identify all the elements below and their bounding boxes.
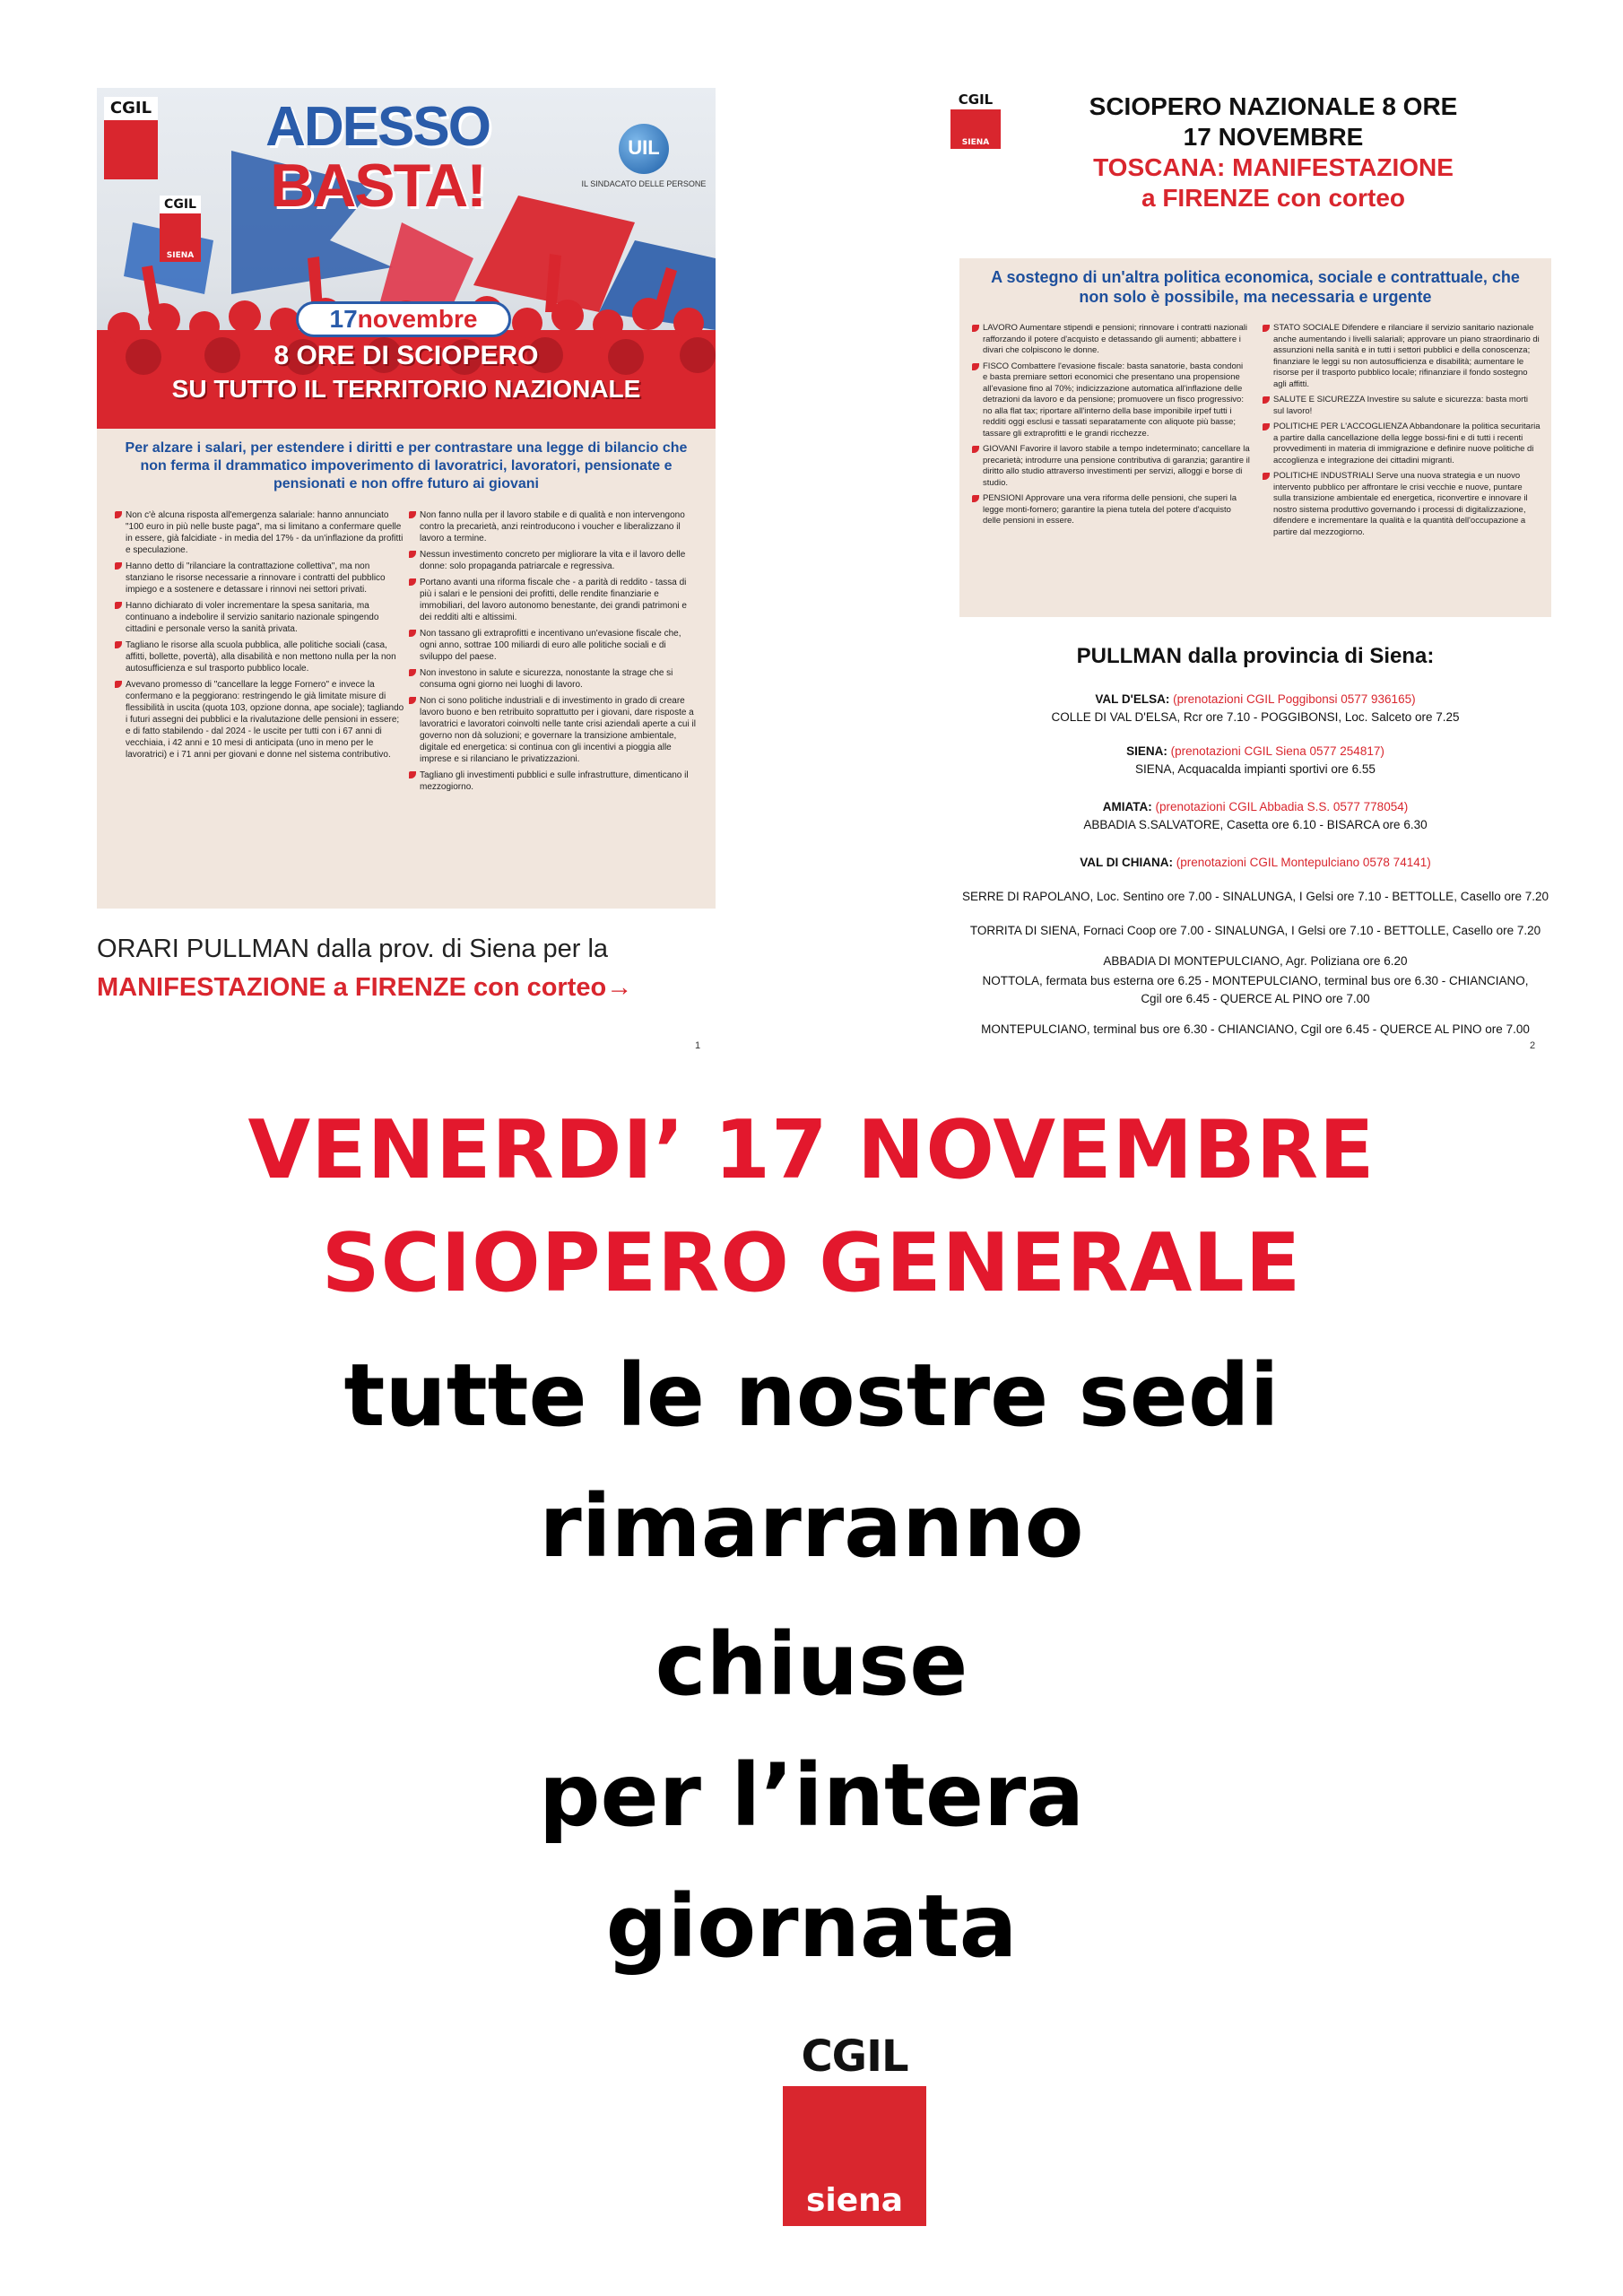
main-headline-2: SCIOPERO GENERALE (321, 1216, 1302, 1310)
body-line-3: chiuse (655, 1614, 968, 1715)
bullet-item: PENSIONI Approvare una vera riforma delle pensioni, che superi la legge monti-fornero; garantire la piena tutela del potere d'acquisto delle pensioni in essere. (972, 493, 1250, 527)
pullman-val-delsa: VAL D'ELSA: (prenotazioni CGIL Poggibonsi 0577 936165) COLLE DI VAL D'ELSA, Rcr ore 7.10 - POGGIBONSI, Loc. Salceto ore 7.25 (1051, 692, 1460, 724)
bullet-item: LAVORO Aumentare stipendi e pensioni; rinnovare i contratti nazionali rafforzando il potere d'acquisto e detassando gli aumenti; abbattere i divari che colpiscono le donne. (972, 323, 1250, 357)
bullet-item: Non fanno nulla per il lavoro stabile e di qualità e non intervengono contro la precarietà, anzi reintroducono i voucher e liberalizzano il lavoro a termine. (409, 509, 700, 544)
flyer-page-1 (97, 88, 716, 909)
pullman-siena: SIENA: (prenotazioni CGIL Siena 0577 254817) SIENA, Acquacalda impianti sportivi ore 6.55 (1126, 744, 1384, 776)
date-pill: 17novembre (296, 301, 511, 337)
pullman-chiana-line: SERRE DI RAPOLANO, Loc. Sentino ore 7.00 - SINALUNGA, I Gelsi ore 7.10 - BETTOLLE, Casello ore 7.20 (961, 890, 1549, 903)
page-number-2: 2 (1530, 1040, 1536, 1051)
footer-line-2: MANIFESTAZIONE a FIRENZE con corteo→ (97, 973, 633, 1002)
strike-line-1: 8 ORE DI SCIOPERO (273, 341, 539, 370)
bullet-item: SALUTE E SICUREZZA Investire su salute e sicurezza: basta morti sul lavoro! (1263, 395, 1541, 417)
pullman-chiana-line: ABBADIA DI MONTEPULCIANO, Agr. Poliziana ore 6.20 (1103, 954, 1408, 968)
bullet-item: Hanno detto di "rilanciare la contrattazione collettiva", ma non stanziano le risorse necessarie a rinnovare i contratti del pubblico impiego e a sostenere e detassare i rinnovi nei settori privati. (115, 561, 406, 596)
flyer2-right-column (1263, 323, 1541, 543)
bullet-item: Tagliano gli investimenti pubblici e sulle infrastrutture, dimenticano il mezzogiorno. (409, 770, 700, 793)
adesso-basta-headline: ADESSO BASTA! (265, 96, 490, 220)
flyer1-right-column (409, 509, 700, 797)
footer-line-1: ORARI PULLMAN dalla prov. di Siena per la (97, 935, 609, 963)
bullet-item: Hanno dichiarato di voler incrementare la spesa sanitaria, ma continuano a indebolire il servizio sanitario nazionale spingendo cittadini e personale verso la sanità privata. (115, 600, 406, 635)
pullman-chiana-line: NOTTOLA, fermata bus esterna ore 6.25 - MONTEPULCIANO, terminal bus ore 6.30 - CHIANCIANO, (982, 974, 1529, 987)
body-line-2: rimarranno (539, 1476, 1084, 1577)
flyer2-proposals-box (959, 258, 1551, 617)
flyer-intro: Per alzare i salari, per estendere i diritti e per contrastare una legge di bilancio che non ferma il drammatico impoverimento di lavoratrici, lavoratori, pensionate e pensionati e non offre futuro ai giovani (125, 440, 688, 491)
cgil-siena-logo: CGIL SIENA (950, 90, 1001, 149)
pullman-val-di-chiana: VAL DI CHIANA: (prenotazioni CGIL Montepulciano 0578 74141) (1080, 856, 1431, 869)
flyer1-footer (97, 935, 716, 1003)
cgil-siena-logo: CGIL SIENA (160, 196, 201, 262)
cgil-siena-logo: CGIL siena (783, 2027, 926, 2226)
bullet-item: GIOVANI Favorire il lavoro stabile a tempo indeterminato; cancellare la precarietà; introdurre una pensione contributiva di garanzia; garantire il diritto allo studio attraverso investimenti per servizi, alloggi e borse di studio. (972, 444, 1250, 489)
uil-logo: UIL IL SINDACATO DELLE PERSONE (581, 124, 707, 204)
body-line-4: per l’intera (538, 1745, 1085, 1846)
main-headline-1: VENERDI’ 17 NOVEMBRE (247, 1103, 1376, 1197)
bullet-item: Non c'è alcuna risposta all'emergenza salariale: hanno annunciato "100 euro in più nelle buste paga", ma si limitano a confermare quelle in essere, già falcidiate - in media del 17% - da un'inflazione da profitti e speculazione. (115, 509, 406, 556)
bullet-item: POLITICHE PER L'ACCOGLIENZA Abbandonare la politica securitaria a partire dalla cancellazione della legge bossi-fini e di tutti i recenti provvedimenti in materia di immigrazione e definire nuove politiche di accoglienza e integrazione dei cittadini migranti. (1263, 422, 1541, 466)
pullman-amiata: AMIATA: (prenotazioni CGIL Abbadia S.S. 0577 778054) ABBADIA S.SALVATORE, Casetta ore 6.10 - BISARCA ore 6.30 (1083, 800, 1428, 831)
bullet-item: Portano avanti una riforma fiscale che - a parità di reddito - tassa di più i salari e le pensioni dei profitti, delle rendite finanziarie e immobiliari, del lavoro autonomo benestante, dei grandi patrimoni e dei redditi alti e altissimi. (409, 577, 700, 623)
pullman-chiana-line: Cgil ore 6.45 - QUERCE AL PINO ore 7.00 (1141, 992, 1370, 1005)
strike-line-2: SU TUTTO IL TERRITORIO NAZIONALE (171, 375, 641, 403)
pullman-chiana-line: TORRITA DI SIENA, Fornaci Coop ore 7.00 - SINALUNGA, I Gelsi ore 7.10 - BETTOLLE, Casello ore 7.20 (969, 924, 1541, 937)
flyer2-left-column (972, 323, 1250, 532)
pullman-title: PULLMAN dalla provincia di Siena: (1076, 644, 1435, 668)
bullet-item: Tagliano le risorse alla scuola pubblica, alle politiche sociali (casa, affitti, bollette, povertà), alla disabilità e non mettono nulla per la non autosufficienza e sul trasporto pubblico locale. (115, 639, 406, 674)
bullet-item: Non ci sono politiche industriali e di investimento in grado di creare lavoro buono e ben retribuito soprattutto per i giovani, dare risposte a lavoratrici e lavoratori coinvolti nelle tante crisi aziendali aperte a cui il governo non dà soluzioni; e governare la transizione ambientale, digitale ed energetica: si continua con gli incentivi a pioggia alle imprese e si rilanciano le privatizzazioni. (409, 695, 700, 765)
bullet-item: Nessun investimento concreto per migliorare la vita e il lavoro delle donne: solo propaganda patriarcale e regressiva. (409, 549, 700, 572)
bullet-item: POLITICHE INDUSTRIALI Serve una nuova strategia e un nuovo intervento pubblico per affrontare le crisi vecchie e nuove, puntare sulla transizione ambientale ed energetica, riconvertire e innovare il nostro sistema produttivo governando i processi di digitalizzazione, difendere e incrementare la qualità e la quantità dell'occupazione a partire dal mezzogiorno. (1263, 471, 1541, 538)
page-number-1: 1 (695, 1040, 701, 1051)
bullet-item: Avevano promesso di "cancellare la legge Fornero" e invece la confermano e la peggiorano: restringendo le già limitate misure di flessibilità in uscita (quota 103, opzione donna, ape sociale); tagliando i futuri assegni dei pubblici e la rivalutazione delle pensioni in essere; e di fatto stabilendo - dal 2024 - le uscite per tutti con i 67 anni di vecchiaia, i 42 anni e 10 mesi di anticipata (uno in meno per le lavoratrici) e i 71 anni per giovani e donne nel sistema contributivo. (115, 679, 406, 761)
bullet-item: STATO SOCIALE Difendere e rilanciare il servizio sanitario nazionale anche aumentando i livelli salariali; approvare un piano straordinario di assunzioni nella sanità e in tutti i settori pubblici e della conoscenza; finanziare le leggi su non autosufficienza e disabilità; aumentare le risorse per il trasporto pubblico locale; rifinanziare il fondo sostegno agli affitti. (1263, 323, 1541, 390)
bullet-item: FISCO Combattere l'evasione fiscale: basta sanatorie, basta condoni e basta premiare settori economici che presentano una propensione all'evasione fino al 70%; indicizzazione automatica all'inflazione delle detrazioni da lavoro e da pensione; promuovere un fisco progressivo: no alla flat tax; riportare all'interno della base imponibile irpef tutti i redditi oggi esclusi e tassati separatamente con aliquote più basse; tassare gli extraprofitti e le grandi ricchezze. (972, 361, 1250, 440)
body-line-5: giornata (605, 1876, 1018, 1977)
proposals-heading: A sostegno di un'altra politica economica, sociale e contrattuale, che non solo è possibile, ma necessaria e urgente (991, 268, 1520, 306)
cgil-logo: CGIL (104, 97, 158, 179)
body-line-1: tutte le nostre sedi (343, 1345, 1280, 1446)
bullet-item: Non investono in salute e sicurezza, nonostante la strage che si consuma ogni giorno nei luoghi di lavoro. (409, 667, 700, 691)
pullman-chiana-line: MONTEPULCIANO, terminal bus ore 6.30 - CHIANCIANO, Cgil ore 6.45 - QUERCE AL PINO ore 7.00 (981, 1022, 1530, 1036)
flyer1-left-column (115, 509, 406, 765)
flyer2-title: SCIOPERO NAZIONALE 8 ORE 17 NOVEMBRE TOSCANA: MANIFESTAZIONE a FIRENZE con corteo (1089, 92, 1458, 212)
bullet-item: Non tassano gli extraprofitti e incentivano un'evasione fiscale che, ogni anno, sottrae 100 miliardi di euro alle politiche sociali e di sviluppo del paese. (409, 628, 700, 663)
